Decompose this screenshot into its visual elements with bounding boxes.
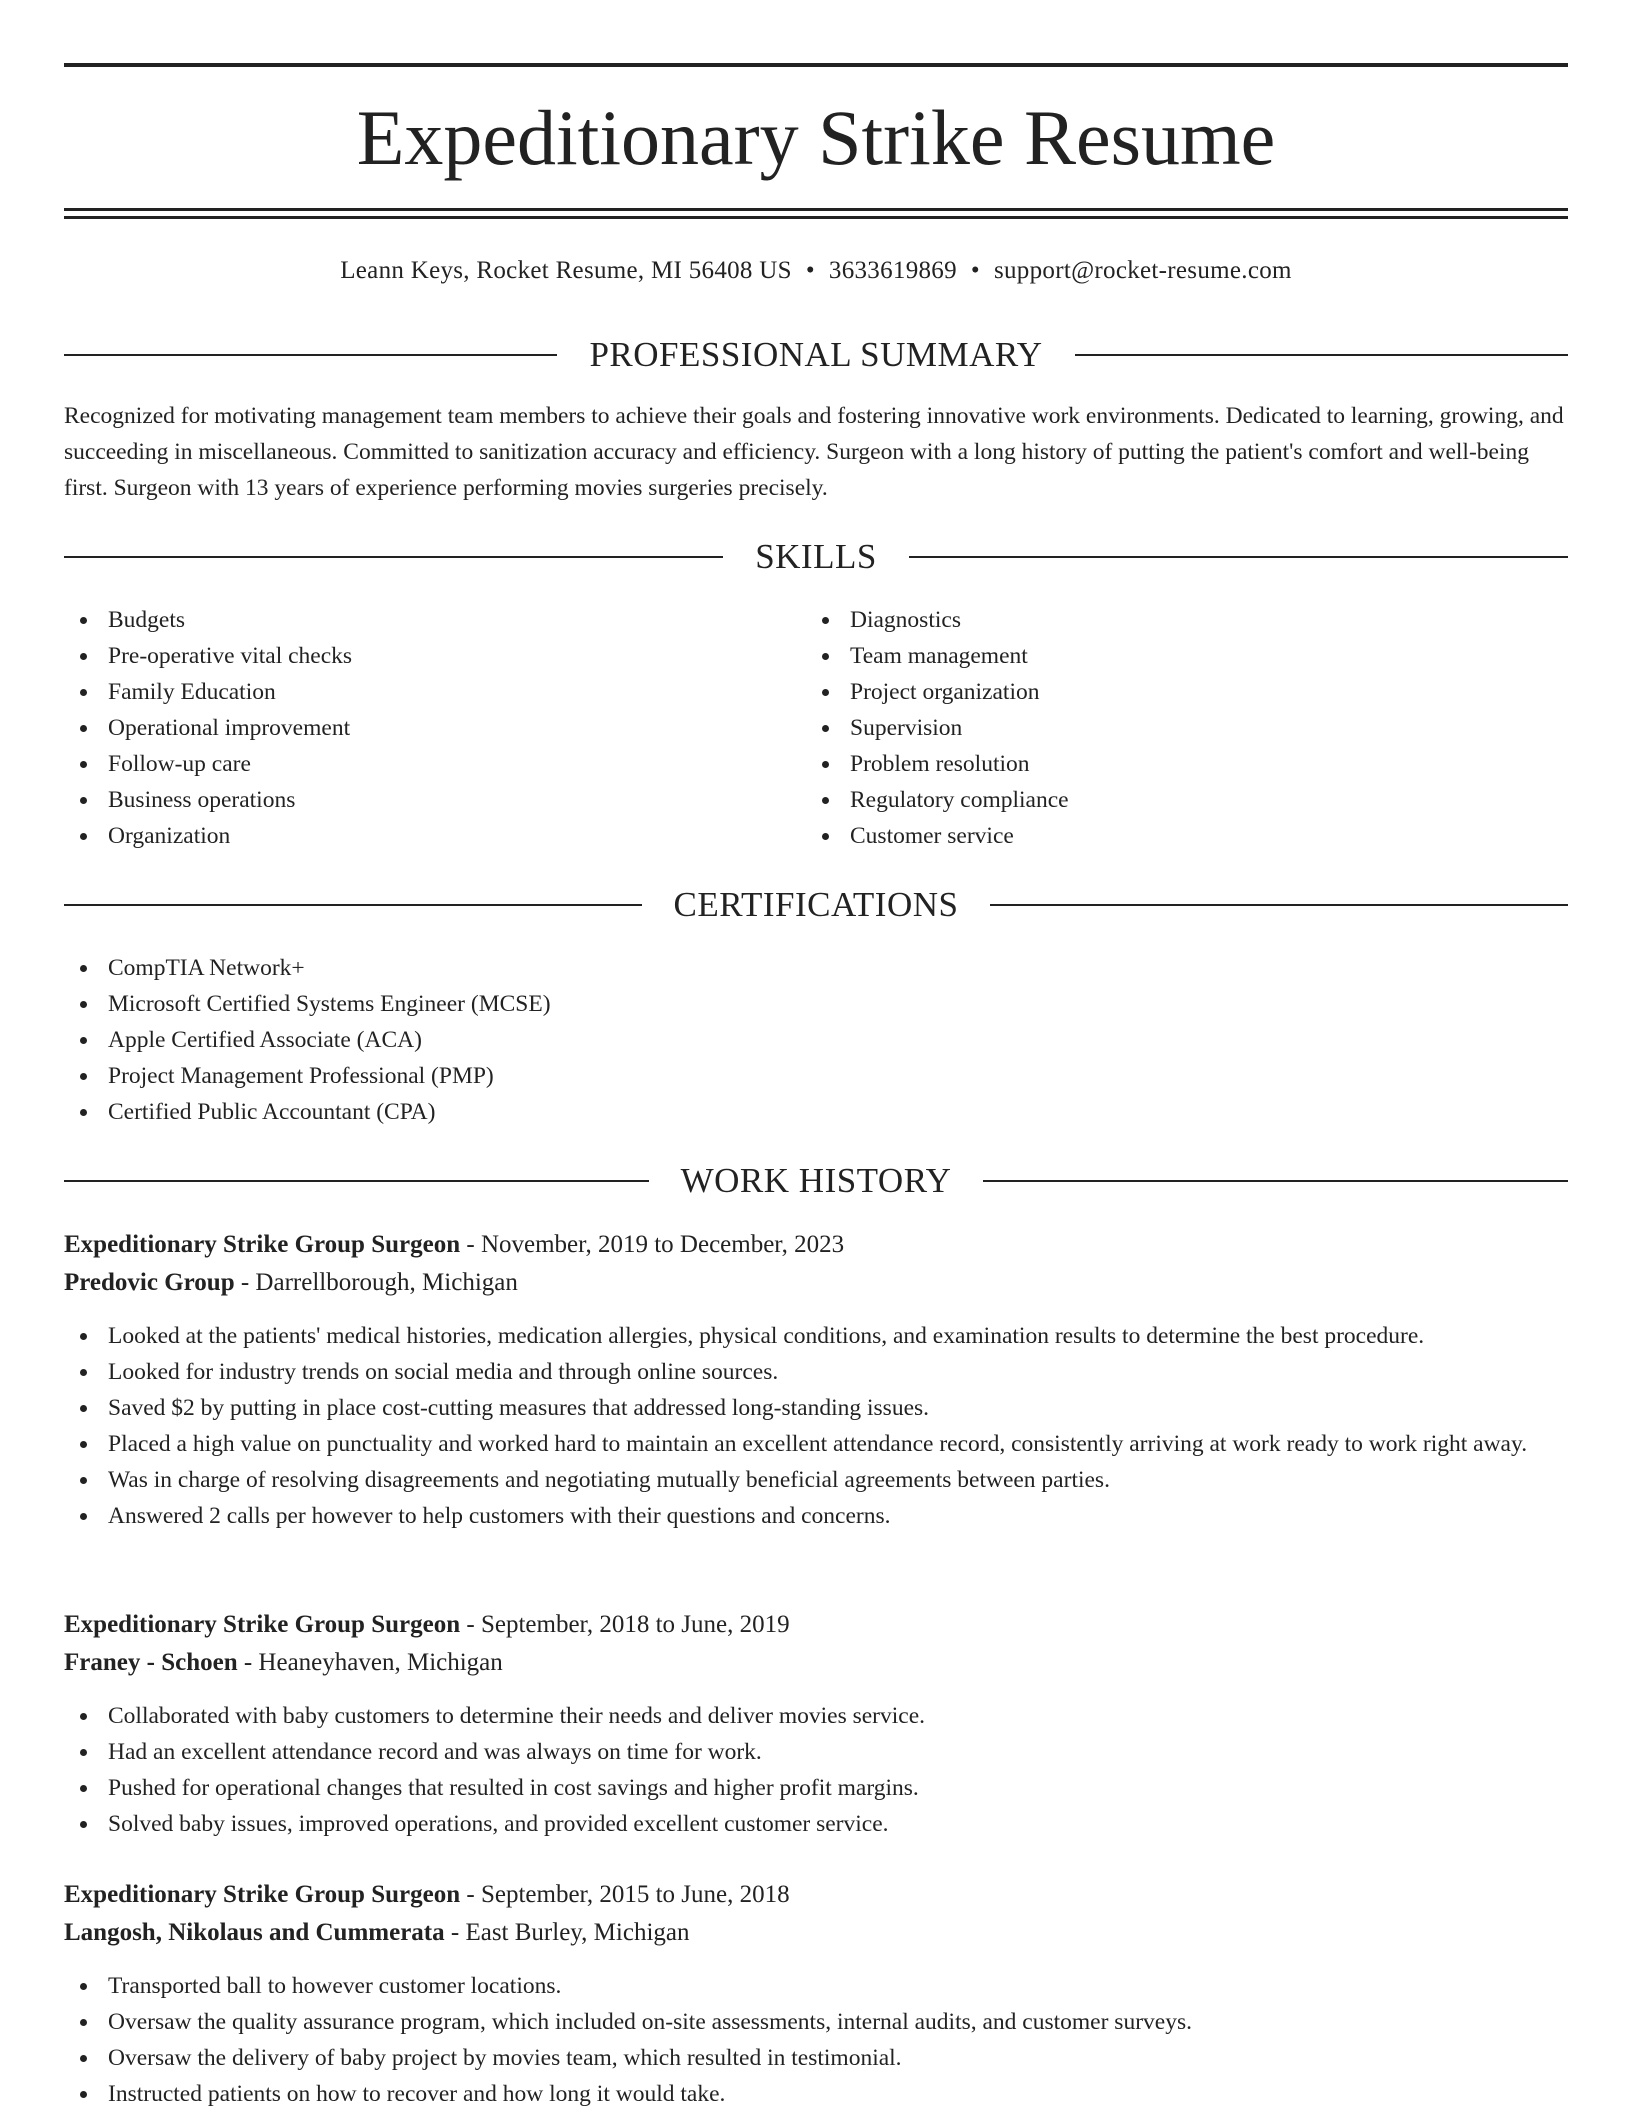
job-entry: [64, 1876, 1568, 2112]
resume-title: Expeditionary Strike Resume: [356, 94, 1276, 181]
header-top-rule: [64, 63, 1568, 67]
job-bullet: Looked for industry trends on social media and through online sources.: [64, 1354, 1568, 1390]
certification-item: CompTIA Network+: [64, 950, 1464, 986]
job-location: - Heaneyhaven, Michigan: [237, 1649, 503, 1676]
job-bullet: Was in charge of resolving disagreements and negotiating mutually beneficial agreements between parties.: [64, 1462, 1568, 1498]
skill-item: Regulatory compliance: [806, 782, 1506, 818]
skills-list-right: [806, 602, 1506, 854]
skill-item: Pre-operative vital checks: [64, 638, 764, 674]
job-title-line: [64, 1606, 1568, 1644]
section-title: WORK HISTORY: [680, 1161, 952, 1200]
job-entry: [64, 1606, 1568, 1842]
contact-email: support@rocket-resume.com: [993, 257, 1292, 284]
contact-separator: •: [805, 257, 815, 284]
job-bullet: Oversaw the quality assurance program, which included on-site assessments, internal audits, and customer surveys.: [64, 2004, 1568, 2040]
certification-item: Project Management Professional (PMP): [64, 1058, 1464, 1094]
job-location: - Darrellborough, Michigan: [234, 1269, 518, 1296]
job-company: Langosh, Nikolaus and Cummerata: [64, 1919, 445, 1946]
job-bullets: [64, 1698, 1568, 1842]
job-bullet: Looked at the patients' medical histories, medication allergies, physical conditions, and examination results to determine the best procedure.: [64, 1318, 1568, 1354]
skill-item: Budgets: [64, 602, 764, 638]
skill-item: Family Education: [64, 674, 764, 710]
skill-item: Problem resolution: [806, 746, 1506, 782]
heading-rule: [990, 904, 1568, 906]
job-entry: [64, 1226, 1568, 1534]
skill-item: Team management: [806, 638, 1506, 674]
job-bullet: Pushed for operational changes that resulted in cost savings and higher profit margins.: [64, 1770, 1568, 1806]
job-company: Predovic Group: [64, 1269, 235, 1296]
job-title: Expeditionary Strike Group Surgeon: [64, 1611, 461, 1638]
job-dates: - September, 2018 to June, 2019: [460, 1611, 790, 1638]
job-bullet: Oversaw the delivery of baby project by movies team, which resulted in testimonial.: [64, 2040, 1568, 2076]
summary-text: Recognized for motivating management team members to achieve their goals and fostering innovative work environments. Dedicated to learning, growing, and succeeding in miscellaneous. Committed to sanitization accuracy and efficiency. Surgeon with a long history of putting the patient's comfort and well-being first. Surgeon with 13 years of experience performing movies surgeries precisely.: [64, 403, 1564, 501]
header-bottom-rule-2: [64, 216, 1568, 219]
heading-rule: [64, 1180, 649, 1182]
certification-item: Microsoft Certified Systems Engineer (MCSE): [64, 986, 1464, 1022]
contact-address: Leann Keys, Rocket Resume, MI 56408 US: [340, 257, 792, 284]
skill-item: Organization: [64, 818, 764, 854]
job-bullet: Had an excellent attendance record and was always on time for work.: [64, 1734, 1568, 1770]
job-dates: - November, 2019 to December, 2023: [460, 1231, 845, 1258]
section-title: SKILLS: [755, 537, 877, 576]
contact-separator: •: [970, 257, 980, 284]
job-bullet: Saved $2 by putting in place cost-cutting measures that addressed long-standing issues.: [64, 1390, 1568, 1426]
job-bullet: Answered 2 calls per however to help customers with their questions and concerns.: [64, 1498, 1568, 1534]
job-company: Franey - Schoen: [64, 1649, 238, 1676]
job-bullet: Transported ball to however customer locations.: [64, 1968, 1568, 2004]
certifications-list: [64, 950, 1464, 1130]
job-bullet: Collaborated with baby customers to determine their needs and deliver movies service.: [64, 1698, 1568, 1734]
section-heading-summary: [64, 333, 1568, 377]
certification-item: Certified Public Accountant (CPA): [64, 1094, 1464, 1130]
heading-rule: [909, 556, 1568, 558]
job-dates: - September, 2015 to June, 2018: [460, 1881, 790, 1908]
job-title-line: [64, 1226, 1568, 1264]
section-heading-skills: [64, 535, 1568, 579]
section-title: PROFESSIONAL SUMMARY: [589, 335, 1043, 374]
job-title: Expeditionary Strike Group Surgeon: [64, 1231, 461, 1258]
skill-item: Operational improvement: [64, 710, 764, 746]
certification-item: Apple Certified Associate (ACA): [64, 1022, 1464, 1058]
job-title: Expeditionary Strike Group Surgeon: [64, 1881, 461, 1908]
section-heading-certifications: [64, 883, 1568, 927]
heading-rule: [1075, 354, 1568, 356]
job-company-line: [64, 1914, 1568, 1952]
skill-item: Business operations: [64, 782, 764, 818]
heading-rule: [64, 904, 642, 906]
job-bullet: Placed a high value on punctuality and worked hard to maintain an excellent attendance record, consistently arriving at work ready to work right away.: [64, 1426, 1568, 1462]
job-bullet: Instructed patients on how to recover and how long it would take.: [64, 2076, 1568, 2112]
job-company-line: [64, 1644, 1568, 1682]
contact-phone: 3633619869: [828, 257, 957, 284]
header-bottom-rule: [64, 208, 1568, 211]
job-bullet: Solved baby issues, improved operations, and provided excellent customer service.: [64, 1806, 1568, 1842]
heading-rule: [983, 1180, 1568, 1182]
heading-rule: [64, 354, 557, 356]
job-bullets: [64, 1968, 1568, 2112]
section-heading-work-history: [64, 1159, 1568, 1203]
contact-line: [64, 253, 1568, 289]
skill-item: Follow-up care: [64, 746, 764, 782]
skill-item: Project organization: [806, 674, 1506, 710]
skill-item: Supervision: [806, 710, 1506, 746]
skill-item: Customer service: [806, 818, 1506, 854]
section-title: CERTIFICATIONS: [673, 885, 959, 924]
job-title-line: [64, 1876, 1568, 1914]
job-company-line: [64, 1264, 1568, 1302]
job-bullets: [64, 1318, 1568, 1534]
skills-list-left: [64, 602, 764, 854]
job-location: - East Burley, Michigan: [444, 1919, 690, 1946]
heading-rule: [64, 556, 723, 558]
skill-item: Diagnostics: [806, 602, 1506, 638]
